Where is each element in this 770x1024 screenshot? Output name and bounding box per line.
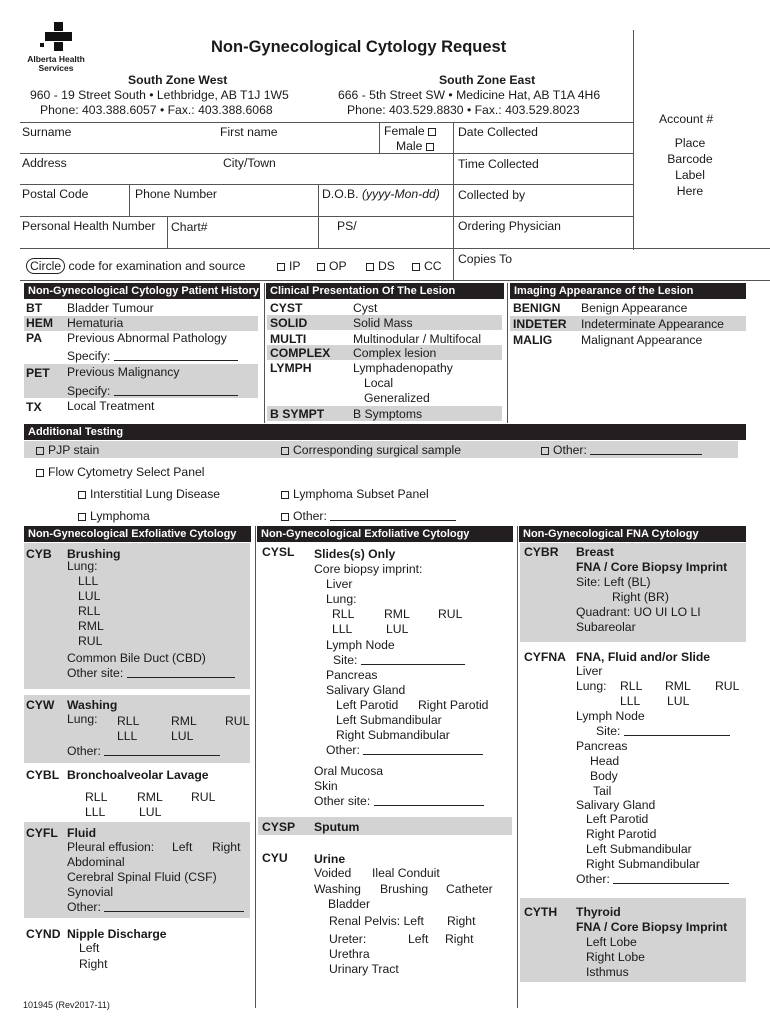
washing-label: Washing (67, 698, 118, 712)
cysl-left-parotid[interactable]: Left Parotid (336, 698, 399, 712)
logo-icon (24, 22, 96, 56)
cyw-rul[interactable]: RUL (225, 714, 250, 728)
cyfna-other-label: Other: (576, 872, 610, 886)
postal-code-field[interactable]: Postal Code (22, 187, 89, 201)
cyfl-other[interactable] (67, 900, 244, 915)
cyfl-synovial[interactable]: Synovial (67, 885, 114, 899)
cysl-pancreas[interactable]: Pancreas (326, 668, 378, 682)
flow-other-option[interactable] (281, 509, 456, 524)
male-option[interactable] (396, 139, 438, 154)
barcode-line: Place (674, 136, 706, 150)
cyfl-abdominal[interactable]: Abdominal (67, 855, 125, 869)
code-cyfna[interactable]: CYFNA (524, 650, 566, 664)
circle-word: Circle (26, 258, 65, 274)
cyw-lul[interactable]: LUL (171, 729, 194, 743)
pa-specify[interactable] (67, 349, 238, 364)
date-collected-field[interactable]: Date Collected (458, 125, 538, 139)
code-cyst[interactable]: CYST (270, 301, 303, 315)
cyfl-pleural[interactable]: Pleural effusion: (67, 840, 155, 854)
surgical-sample-option[interactable] (281, 443, 461, 458)
cyfna-lung: Lung: (576, 679, 607, 693)
address-field[interactable]: Address (22, 156, 67, 170)
exfol2-header: Non-Gynecological Exfoliative Cytology (257, 526, 513, 542)
female-checkbox[interactable] (428, 128, 436, 136)
cysl-left-sub[interactable]: Left Submandibular (336, 713, 442, 727)
flow-checkbox[interactable] (36, 469, 44, 477)
surgical-label: Corresponding surgical sample (293, 443, 462, 457)
solid-label: Solid Mass (353, 316, 413, 330)
code-indeter[interactable]: INDETER (513, 317, 567, 331)
cyfna-rul[interactable]: RUL (715, 679, 740, 693)
cyfna-left-sub[interactable]: Left Submandibular (586, 842, 692, 856)
pjp-stain-option[interactable] (36, 443, 99, 458)
cybl-rml[interactable]: RML (137, 790, 163, 804)
cybr-fna-core: FNA / Core Biopsy Imprint (576, 560, 728, 574)
bt-label: Bladder Tumour (67, 301, 154, 315)
indeter-label: Indeterminate Appearance (581, 317, 724, 331)
cysl-rml[interactable]: RML (384, 607, 410, 621)
imaging-header: Imaging Appearance of the Lesion (510, 283, 746, 299)
code-cyb[interactable]: CYB (26, 547, 52, 561)
code-cybl[interactable]: CYBL (26, 768, 60, 782)
cyw-lung: Lung: (67, 712, 98, 726)
south-west-name: South Zone West (128, 73, 228, 87)
ip-label: IP (289, 259, 301, 273)
surname-field[interactable]: Surname (22, 125, 72, 139)
cyu-voided[interactable]: Voided (314, 866, 352, 880)
lymphoma-option[interactable] (78, 509, 150, 524)
thyroid-label: Thyroid (576, 905, 621, 919)
code-cynd[interactable]: CYND (26, 927, 61, 941)
source-op[interactable] (317, 259, 347, 274)
cyu-ureter-right[interactable]: Right (445, 932, 474, 946)
cysl-oral[interactable]: Oral Mucosa (314, 764, 384, 778)
cybr-quadrant[interactable]: Quadrant: UO UI LO LI (576, 605, 701, 619)
cc-checkbox[interactable] (412, 263, 420, 271)
circle-rest: code for examination and source (68, 259, 246, 273)
code-cyth[interactable]: CYTH (524, 905, 558, 919)
pa-label: Previous Abnormal Pathology (67, 331, 227, 345)
code-malig[interactable]: MALIG (513, 333, 553, 347)
cysl-other[interactable] (326, 743, 483, 758)
cyu-ileal[interactable]: Ileal Conduit (372, 866, 440, 880)
code-lymph[interactable]: LYMPH (270, 361, 312, 375)
cysl-liver[interactable]: Liver (326, 577, 353, 591)
code-pet[interactable]: PET (26, 366, 50, 380)
time-collected-field[interactable]: Time Collected (458, 157, 539, 171)
cybr-site-right[interactable]: Right (BR) (612, 590, 669, 604)
cysl-right-sub[interactable]: Right Submandibular (336, 728, 450, 742)
south-east-phone: Phone: 403.529.8830 • Fax.: 403.529.8023 (347, 103, 580, 117)
slides-label: Slides(s) Only (314, 547, 396, 561)
urine-label: Urine (314, 852, 346, 866)
barcode-line: Barcode (667, 152, 713, 166)
source-cc[interactable] (412, 259, 442, 274)
op-label: OP (329, 259, 347, 273)
malig-label: Malignant Appearance (581, 333, 703, 347)
barcode-line: Here (676, 184, 704, 198)
south-west-address: 960 - 19 Street South • Lethbridge, AB T1J 1W5 (30, 88, 289, 102)
code-complex[interactable]: COMPLEX (270, 346, 331, 360)
cybr-subareolar[interactable]: Subareolar (576, 620, 636, 634)
cysl-other-label: Other: (326, 743, 360, 757)
nipple-label: Nipple Discharge (67, 927, 167, 941)
ds-label: DS (378, 259, 395, 273)
cyfna-right-parotid[interactable]: Right Parotid (586, 827, 657, 841)
south-east-address: 666 - 5th Street SW • Medicine Hat, AB T1A 4H6 (338, 88, 601, 102)
fna-fluid-label: FNA, Fluid and/or Slide (576, 650, 711, 664)
brushing-label: Brushing (67, 547, 121, 561)
cyu-renal[interactable]: Renal Pelvis: Left (329, 914, 424, 928)
male-checkbox[interactable] (426, 143, 434, 151)
cyb-lll[interactable]: LLL (78, 574, 99, 588)
lymph-local[interactable]: Local (364, 376, 394, 390)
cysl-lymph-node[interactable]: Lymph Node (326, 638, 395, 652)
cysl-site[interactable] (333, 653, 465, 668)
cybl-lul[interactable]: LUL (139, 805, 162, 819)
additional-header: Additional Testing (24, 424, 746, 440)
code-bt[interactable]: BT (26, 301, 43, 315)
cyw-lll[interactable]: LLL (117, 729, 138, 743)
ahs-logo (24, 22, 96, 72)
cyst-label: Cyst (353, 301, 378, 315)
code-benign[interactable]: BENIGN (513, 301, 561, 315)
surgical-checkbox[interactable] (281, 447, 289, 455)
cybl-rll[interactable]: RLL (85, 790, 108, 804)
code-tx[interactable]: TX (26, 400, 42, 414)
cyu-catheter[interactable]: Catheter (446, 882, 493, 896)
other-test-checkbox[interactable] (541, 447, 549, 455)
hem-label: Hematuria (67, 316, 124, 330)
cc-label: CC (424, 259, 442, 273)
ordering-physician-field[interactable]: Ordering Physician (458, 219, 561, 233)
cysl-lll[interactable]: LLL (332, 622, 353, 636)
female-label: Female (384, 124, 425, 138)
code-cysl[interactable]: CYSL (262, 545, 295, 559)
cyfna-right-sub[interactable]: Right Submandibular (586, 857, 700, 871)
cysl-site-label: Site: (333, 653, 358, 667)
cyfl-other-label: Other: (67, 900, 101, 914)
cyfna-lll[interactable]: LLL (620, 694, 641, 708)
code-multi[interactable]: MULTI (270, 332, 307, 346)
cyfna-lul[interactable]: LUL (667, 694, 690, 708)
code-hem[interactable]: HEM (26, 316, 54, 330)
cyu-urinary[interactable]: Urinary Tract (329, 962, 399, 976)
flow-label: Flow Cytometry Select Panel (48, 465, 205, 479)
cyfna-tail[interactable]: Tail (593, 784, 612, 798)
breast-label: Breast (576, 545, 614, 559)
bsympt-label: B Symptoms (353, 407, 423, 421)
ds-checkbox[interactable] (366, 263, 374, 271)
cyfna-site[interactable] (596, 724, 730, 739)
op-checkbox[interactable] (317, 263, 325, 271)
cyth-left-lobe[interactable]: Left Lobe (586, 935, 637, 949)
cyb-lul[interactable]: LUL (78, 589, 101, 603)
cyth-isthmus[interactable]: Isthmus (586, 965, 629, 979)
cysl-other-site-label: Other site: (314, 794, 371, 808)
cysl-lung: Lung: (326, 592, 357, 606)
cyfna-lymph-node[interactable]: Lymph Node (576, 709, 645, 723)
cysl-core: Core biopsy imprint: (314, 562, 423, 576)
multi-label: Multinodular / Multifocal (353, 332, 482, 346)
cyw-rll[interactable]: RLL (117, 714, 140, 728)
cyu-renal-right[interactable]: Right (447, 914, 476, 928)
fluid-label: Fluid (67, 826, 97, 840)
history-header: Non-Gynecological Cytology Patient History (24, 283, 260, 299)
barcode-placeholder (650, 135, 730, 199)
code-cybr[interactable]: CYBR (524, 545, 559, 559)
code-cyw[interactable]: CYW (26, 698, 55, 712)
cyb-lung: Lung: (67, 559, 98, 573)
cyfna-liver[interactable]: Liver (576, 664, 603, 678)
cysl-skin[interactable]: Skin (314, 779, 338, 793)
account-label: Account # (659, 112, 714, 126)
sputum-label: Sputum (314, 820, 360, 834)
ps-field[interactable]: PS/ (337, 219, 357, 233)
other-test-option[interactable] (541, 443, 702, 458)
cyfna-site-label: Site: (596, 724, 621, 738)
source-ip[interactable] (277, 259, 301, 274)
fna-header: Non-Gynecological FNA Cytology (519, 526, 746, 542)
cybl-lll[interactable]: LLL (85, 805, 106, 819)
copies-to-field[interactable]: Copies To (458, 252, 512, 266)
lymphoma-checkbox[interactable] (78, 513, 86, 521)
lymph-label: Lymphadenopathy (353, 361, 453, 375)
cyu-washing[interactable]: Washing (314, 882, 361, 896)
cyb-rul[interactable]: RUL (78, 634, 103, 648)
cyb-other-site-label: Other site: (67, 666, 124, 680)
lymph-generalized[interactable]: Generalized (364, 391, 430, 405)
cyu-ureter-left[interactable]: Left (408, 932, 429, 946)
cysl-lul[interactable]: LUL (386, 622, 409, 636)
cysl-rul[interactable]: RUL (438, 607, 463, 621)
pjp-label: PJP stain (48, 443, 100, 457)
other-test-label: Other: (553, 443, 587, 457)
cyu-ureter: Ureter: (329, 932, 367, 946)
cyfna-salivary: Salivary Gland (576, 798, 656, 812)
collected-by-field[interactable]: Collected by (458, 188, 526, 202)
south-west-phone: Phone: 403.388.6057 • Fax.: 403.388.6068 (40, 103, 273, 117)
cysl-rll[interactable]: RLL (332, 607, 355, 621)
cyu-bladder[interactable]: Bladder (328, 897, 371, 911)
cynd-right[interactable]: Right (79, 957, 108, 971)
source-ds[interactable] (366, 259, 395, 274)
barcode-line: Label (675, 168, 705, 182)
ild-option[interactable] (78, 487, 220, 502)
city-town-field[interactable]: City/Town (223, 156, 276, 170)
logo-text: Alberta Health Services (27, 54, 85, 73)
cybl-rul[interactable]: RUL (191, 790, 216, 804)
dob-field[interactable] (322, 187, 440, 202)
code-pa[interactable]: PA (26, 331, 43, 345)
cyfna-other[interactable] (576, 872, 729, 887)
cyth-fna-core: FNA / Core Biopsy Imprint (576, 920, 728, 934)
clinical-header: Clinical Presentation Of The Lesion (266, 283, 504, 299)
cyfna-rll[interactable]: RLL (620, 679, 643, 693)
bal-label: Bronchoalveolar Lavage (67, 768, 209, 782)
dob-label: D.O.B. (322, 187, 359, 201)
circle-instruction (26, 259, 245, 274)
cybr-site-left[interactable]: Site: Left (BL) (576, 575, 651, 589)
lymphoma-label: Lymphoma (90, 509, 150, 523)
benign-label: Benign Appearance (581, 301, 688, 315)
complex-label: Complex lesion (353, 346, 437, 360)
cyw-rml[interactable]: RML (171, 714, 197, 728)
cyfna-pancreas[interactable]: Pancreas (576, 739, 628, 753)
cysl-other-site[interactable] (314, 794, 484, 809)
lymphoma-subset-checkbox[interactable] (281, 491, 289, 499)
code-cysp[interactable]: CYSP (262, 820, 296, 834)
pet-specify-label: Specify: (67, 384, 111, 398)
cysl-right-parotid[interactable]: Right Parotid (418, 698, 489, 712)
pa-specify-label: Specify: (67, 349, 111, 363)
cyfna-head[interactable]: Head (590, 754, 620, 768)
lymphoma-subset-option[interactable] (281, 487, 429, 502)
cyfl-right[interactable]: Right (212, 840, 241, 854)
flow-other-label: Other: (293, 509, 327, 523)
phn-field[interactable]: Personal Health Number (22, 219, 156, 233)
ild-label: Interstitial Lung Disease (90, 487, 221, 501)
ip-checkbox[interactable] (277, 263, 285, 271)
cyfna-rml[interactable]: RML (665, 679, 691, 693)
cyw-other-label: Other: (67, 744, 101, 758)
code-solid[interactable]: SOLID (270, 316, 308, 330)
ild-checkbox[interactable] (78, 491, 86, 499)
phone-number-field[interactable]: Phone Number (135, 187, 217, 201)
code-cyfl[interactable]: CYFL (26, 826, 58, 840)
cyu-urethra[interactable]: Urethra (329, 947, 370, 961)
pet-specify[interactable] (67, 384, 238, 399)
lymphoma-subset-label: Lymphoma Subset Panel (293, 487, 429, 501)
pet-label: Previous Malignancy (67, 365, 180, 379)
cyfna-body[interactable]: Body (590, 769, 618, 783)
form-title: Non-Gynecological Cytology Request (211, 38, 507, 56)
male-label: Male (396, 139, 423, 153)
chart-field[interactable]: Chart# (171, 220, 208, 234)
cyb-rml[interactable]: RML (78, 619, 104, 633)
pjp-checkbox[interactable] (36, 447, 44, 455)
exfol1-header: Non-Gynecological Exfoliative Cytology (24, 526, 251, 542)
code-bsympt[interactable]: B SYMPT (270, 407, 325, 421)
cyb-rll[interactable]: RLL (78, 604, 101, 618)
cyb-other-site[interactable] (67, 666, 235, 681)
cyu-brushing[interactable]: Brushing (380, 882, 429, 896)
form-id: 101945 (Rev2017-11) (23, 1000, 110, 1010)
cyth-right-lobe[interactable]: Right Lobe (586, 950, 645, 964)
tx-label: Local Treatment (67, 399, 155, 413)
cynd-left[interactable]: Left (79, 941, 100, 955)
south-east-name: South Zone East (439, 73, 536, 87)
cyfna-left-parotid[interactable]: Left Parotid (586, 812, 649, 826)
cyw-other[interactable] (67, 744, 220, 759)
cyb-cbd[interactable]: Common Bile Duct (CBD) (67, 651, 206, 665)
first-name-field[interactable]: First name (220, 125, 278, 139)
cysl-salivary: Salivary Gland (326, 683, 406, 697)
dob-format: (yyyy-Mon-dd) (361, 187, 440, 201)
code-cyu[interactable]: CYU (262, 851, 288, 865)
flow-cytometry-option[interactable] (36, 465, 204, 480)
female-option[interactable] (384, 124, 440, 139)
cyfl-csf[interactable]: Cerebral Spinal Fluid (CSF) (67, 870, 217, 884)
flow-other-checkbox[interactable] (281, 513, 289, 521)
cyfl-left[interactable]: Left (172, 840, 193, 854)
